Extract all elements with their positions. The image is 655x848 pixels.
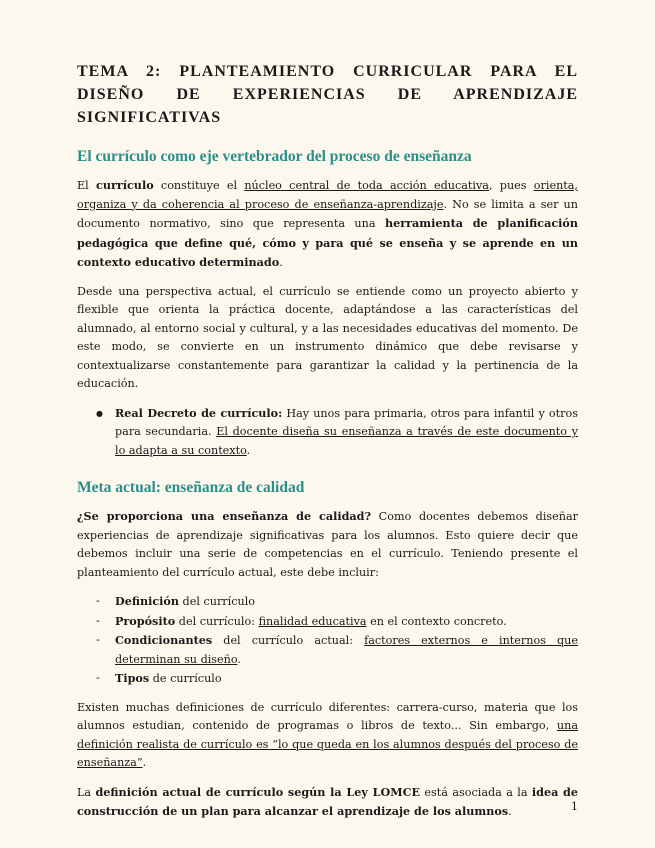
paragraph-quality-question: ¿Se proporciona una enseñanza de calidad? Como docentes debemos diseñar experiencias de aprendizaje significativas para los alumnos. Esto quiere decir que debemos incluir una serie de competencias en el currículo. Teniendo presente el planteamiento del currículo actual, este debe incluir: — [77, 509, 578, 579]
paragraph-lomce: La definición actual de currículo según la Ley LOMCE está asociada a la idea de construcción de un plan para alcanzar el aprendizaje de los alumnos. — [77, 784, 578, 818]
paragraph-definitions: Existen muchas definiciones de currículo diferentes: carrera-curso, materia que los alumnos estudian, contenido de programas o libros de texto... Sin embargo, una definición realista de currículo es “lo que queda en los alumnos después del proceso de enseñanza”. — [77, 700, 578, 769]
section-heading-curriculum: El currículo como eje vertebrador del proceso de enseñanza — [77, 148, 472, 165]
page-number: 1 — [571, 800, 578, 813]
list-item: ● Real Decreto de currículo: Hay unos para primaria, otros para infantil y otros para secundaria. El docente diseña su enseñanza a través de este documento y lo adapta a su contexto. — [115, 404, 578, 461]
dash-list — [77, 592, 578, 689]
document-page — [77, 60, 578, 832]
list-item: - Tipos de currículo — [115, 669, 578, 689]
bullet-list — [77, 404, 578, 461]
list-item: - Propósito del currículo: finalidad educativa en el contexto concreto. — [115, 612, 578, 632]
list-item: - Definición del currículo — [115, 592, 578, 612]
paragraph-current-perspective: Desde una perspectiva actual, el currículo se entiende como un proyecto abierto y flexible que orienta la práctica docente, adaptándose a las características del alumnado, al entorno social y cultural, y a las necesidades educativas del momento. De este modo, se convierte en un instrumento dinámico que debe revisarse y contextualizarse constantemente para garantizar la calidad y la pertinencia de la educación. — [77, 284, 578, 390]
list-item: - Condicionantes del currículo actual: factores externos e internos que determinan su diseño. — [115, 631, 578, 669]
document-title: TEMA 2: PLANTEAMIENTO CURRICULAR PARA EL DISEÑO DE EXPERIENCIAS DE APRENDIZAJE SIGNIFICATIVAS — [77, 63, 578, 126]
section-heading-quality: Meta actual: enseñanza de calidad — [77, 479, 305, 496]
paragraph-curriculum-definition: El currículo constituye el núcleo central de toda acción educativa, pues orienta, organiza y da coherencia al proceso de enseñanza-aprendizaje. No se limita a ser un documento normativo, sino que representa una herramienta de planificación pedagógica que define qué, cómo y para qué se enseña y se aprende en un contexto educativo determinado. — [77, 178, 578, 269]
